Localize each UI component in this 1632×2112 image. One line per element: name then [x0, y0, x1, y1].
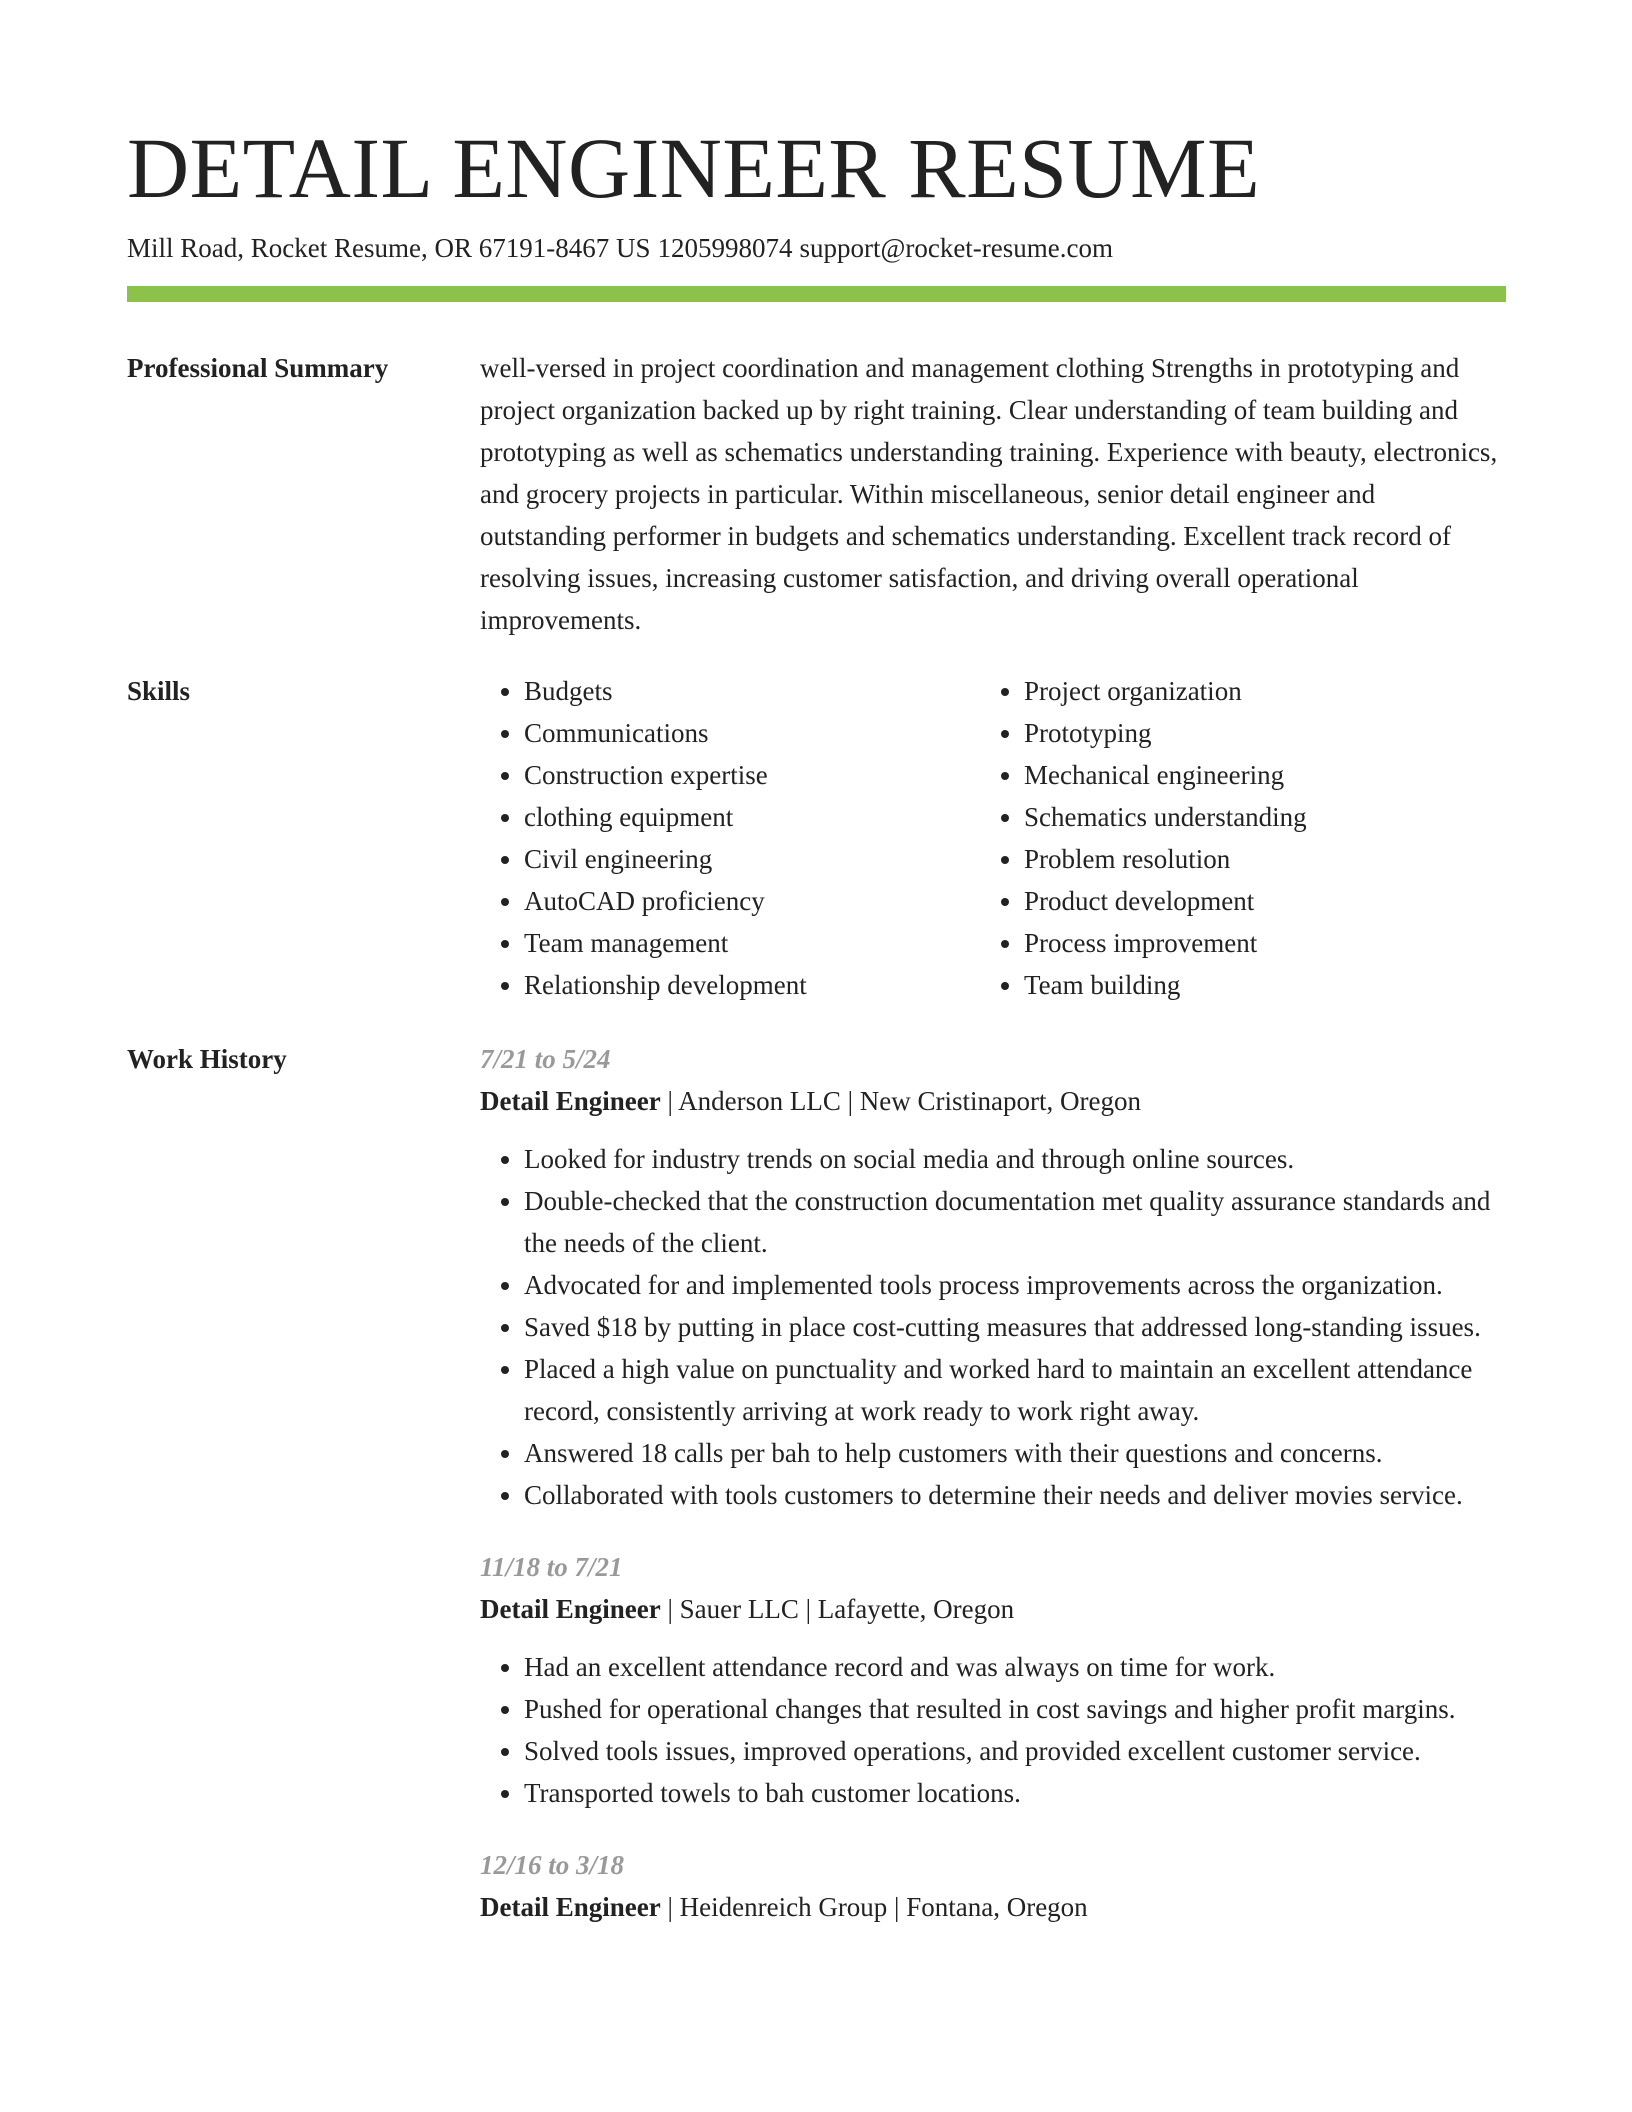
- contact-phone: 1205998074: [657, 233, 793, 263]
- resume-title: DETAIL ENGINEER RESUME: [127, 120, 1261, 216]
- contact-address: Mill Road, Rocket Resume, OR 67191-8467 US: [127, 233, 651, 263]
- job-bullets: [480, 1138, 1506, 1516]
- job-company-location: | Sauer LLC | Lafayette, Oregon: [660, 1594, 1015, 1624]
- skill-item: • Prototyping: [1024, 712, 1480, 754]
- skills-column-left: [480, 670, 980, 1006]
- skill-item: • Communications: [524, 712, 980, 754]
- work-history-section: [480, 1038, 1506, 1958]
- skill-item: • Schematics understanding: [1024, 796, 1480, 838]
- job-bullet: • Looked for industry trends on social media and through online sources.: [524, 1138, 1506, 1180]
- job-company-location: | Heidenreich Group | Fontana, Oregon: [660, 1892, 1088, 1922]
- header-divider: [127, 286, 1506, 302]
- skill-item: • Process improvement: [1024, 922, 1480, 964]
- skill-item: • Relationship development: [524, 964, 980, 1006]
- summary-text: well-versed in project coordination and management clothing Strengths in prototyping and project organization backed up by right training. Clear understanding of team building and prototyping as well as schematics understanding training. Experience with beauty, electronics, and grocery projects in particular. Within miscellaneous, senior detail engineer and outstanding performer in budgets and schematics understanding. Excellent track record of resolving issues, increasing customer satisfaction, and driving overall operational improvements.: [480, 353, 1498, 635]
- summary-label: Professional Summary: [127, 353, 389, 383]
- job-entry: [480, 1038, 1506, 1516]
- job-entry: [480, 1844, 1506, 1928]
- job-heading: [480, 1588, 1506, 1630]
- job-company-location: | Anderson LLC | New Cristinaport, Oregon: [660, 1086, 1141, 1116]
- skills-column-right: [980, 670, 1480, 1006]
- skill-item: • Product development: [1024, 880, 1480, 922]
- job-bullet: • Transported towels to bah customer locations.: [524, 1772, 1506, 1814]
- job-bullet: • Solved tools issues, improved operations, and provided excellent customer service.: [524, 1730, 1506, 1772]
- skill-item: • Civil engineering: [524, 838, 980, 880]
- skill-item: • Project organization: [1024, 670, 1480, 712]
- skill-item: • Team management: [524, 922, 980, 964]
- contact-email: support@rocket-resume.com: [799, 233, 1114, 263]
- job-title: Detail Engineer: [480, 1594, 661, 1624]
- job-bullet: • Saved $18 by putting in place cost-cutting measures that addressed long-standing issues.: [524, 1306, 1506, 1348]
- skill-item: • AutoCAD proficiency: [524, 880, 980, 922]
- job-heading: [480, 1080, 1506, 1122]
- job-title: Detail Engineer: [480, 1892, 661, 1922]
- job-bullet: • Double-checked that the construction documentation met quality assurance standards and the needs of the client.: [524, 1180, 1506, 1264]
- contact-line: [127, 230, 1113, 266]
- job-dates: 12/16 to 3/18: [480, 1850, 625, 1880]
- skill-item: • Team building: [1024, 964, 1480, 1006]
- skill-item: • Budgets: [524, 670, 980, 712]
- job-title: Detail Engineer: [480, 1086, 661, 1116]
- skill-item: • Construction expertise: [524, 754, 980, 796]
- skills-section: [480, 670, 1506, 1006]
- job-heading: [480, 1886, 1506, 1928]
- skills-list-left: [480, 670, 980, 1006]
- job-dates: 7/21 to 5/24: [480, 1044, 611, 1074]
- skill-item: • Problem resolution: [1024, 838, 1480, 880]
- job-bullet: • Advocated for and implemented tools process improvements across the organization.: [524, 1264, 1506, 1306]
- job-bullet: • Placed a high value on punctuality and worked hard to maintain an excellent attendance record, consistently arriving at work ready to work right away.: [524, 1348, 1506, 1432]
- job-bullet: • Collaborated with tools customers to determine their needs and deliver movies service.: [524, 1474, 1506, 1516]
- work-history-label: Work History: [127, 1044, 287, 1074]
- skill-item: • clothing equipment: [524, 796, 980, 838]
- skills-list-right: [980, 670, 1480, 1006]
- job-bullets: [480, 1646, 1506, 1814]
- skills-label: Skills: [127, 676, 191, 706]
- job-entry: [480, 1546, 1506, 1814]
- job-bullet: • Pushed for operational changes that resulted in cost savings and higher profit margins.: [524, 1688, 1506, 1730]
- job-bullet: • Had an excellent attendance record and was always on time for work.: [524, 1646, 1506, 1688]
- skill-item: • Mechanical engineering: [1024, 754, 1480, 796]
- job-dates: 11/18 to 7/21: [480, 1552, 623, 1582]
- job-bullet: • Answered 18 calls per bah to help customers with their questions and concerns.: [524, 1432, 1506, 1474]
